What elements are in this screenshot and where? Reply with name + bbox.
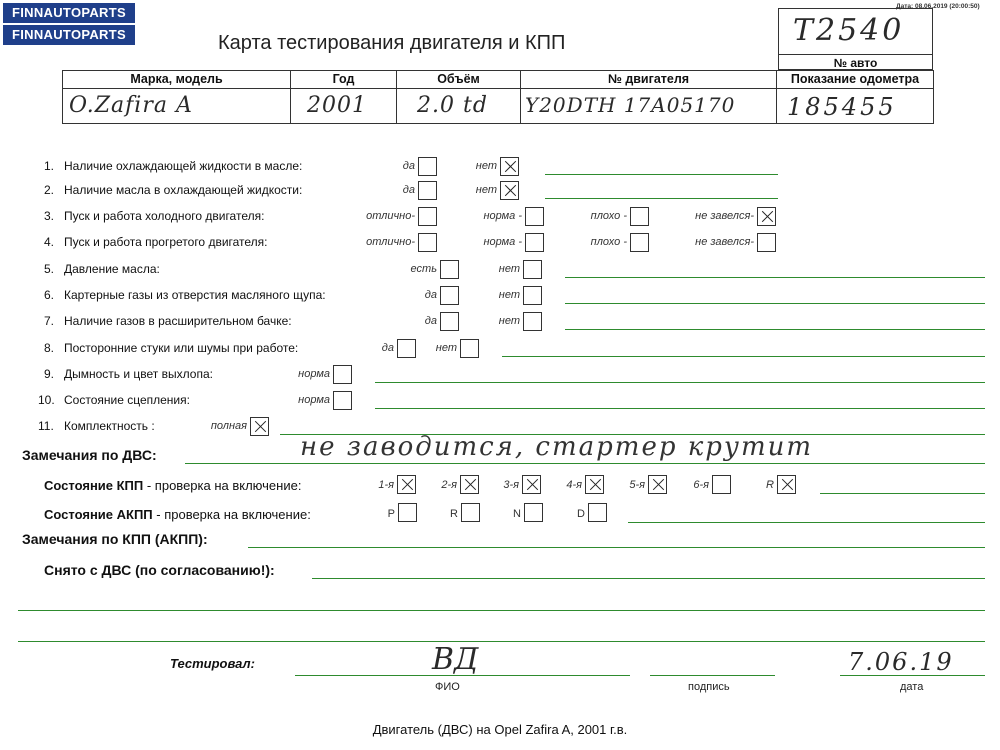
- item-number: 8.: [44, 341, 55, 355]
- item-number: 4.: [44, 235, 55, 249]
- option-checkbox[interactable]: [440, 260, 459, 279]
- engine-number-value: Y20DTH 17A05170: [525, 93, 736, 117]
- option-checkbox[interactable]: [523, 312, 542, 331]
- option-checkbox[interactable]: [757, 207, 776, 226]
- option-checkbox[interactable]: [523, 260, 542, 279]
- option-label: плохо -: [590, 236, 627, 248]
- item-label: Давление масла:: [64, 262, 160, 276]
- column-header: Показание одометра: [790, 72, 920, 86]
- akpp-gear-label: N: [513, 508, 521, 520]
- option-checkbox[interactable]: [250, 417, 269, 436]
- item-number: 10.: [38, 393, 55, 407]
- brand-logo: FINNAUTOPARTS: [3, 25, 135, 45]
- option-label: полная: [210, 420, 247, 432]
- tester-name[interactable]: ВД: [432, 642, 479, 677]
- gear-label: 4-я: [566, 479, 582, 491]
- option-checkbox[interactable]: [460, 339, 479, 358]
- option-checkbox[interactable]: [397, 339, 416, 358]
- option-label: норма -: [483, 210, 522, 222]
- option-label: нет: [475, 184, 497, 196]
- gear-checkbox[interactable]: [397, 475, 416, 494]
- item-number: 3.: [44, 209, 55, 223]
- engine-number-cell: [521, 71, 777, 123]
- item-number: 5.: [44, 262, 55, 276]
- option-checkbox[interactable]: [630, 207, 649, 226]
- volume-cell: [397, 71, 521, 123]
- akpp-gear-checkbox[interactable]: [524, 503, 543, 522]
- option-label: нет: [435, 342, 457, 354]
- kpp-row-label: [44, 478, 301, 493]
- option-label: нет: [475, 160, 497, 172]
- print-date: Дата: 08.06.2019 (20:00:50): [896, 3, 980, 10]
- model-cell: [63, 71, 291, 123]
- option-label: да: [424, 315, 437, 327]
- gear-checkbox[interactable]: [585, 475, 604, 494]
- option-label: норма: [298, 394, 330, 406]
- gear-checkbox[interactable]: [712, 475, 731, 494]
- year-value: 2001: [307, 93, 367, 118]
- tested-label: Тестировал:: [170, 656, 255, 671]
- kpp-suffix: - проверка на включение:: [143, 478, 302, 493]
- option-checkbox[interactable]: [418, 157, 437, 176]
- model-value: O.Zafira A: [69, 93, 193, 118]
- item-label: Наличие газов в расширительном бачке:: [64, 314, 292, 328]
- signature-caption: подпись: [688, 681, 730, 693]
- kpp-remarks-label: Замечания по КПП (АКПП):: [22, 531, 208, 547]
- option-checkbox[interactable]: [500, 157, 519, 176]
- option-checkbox[interactable]: [440, 286, 459, 305]
- option-label: норма -: [483, 236, 522, 248]
- test-date[interactable]: 7.06.19: [848, 648, 954, 676]
- gear-checkbox[interactable]: [648, 475, 667, 494]
- item-number: 7.: [44, 314, 55, 328]
- removed-label: Снято с ДВС (по согласованию!):: [44, 562, 275, 578]
- gear-checkbox[interactable]: [777, 475, 796, 494]
- option-label: да: [381, 342, 394, 354]
- brand-logo: FINNAUTOPARTS: [3, 3, 135, 23]
- column-header: Объём: [437, 72, 480, 86]
- option-checkbox[interactable]: [418, 207, 437, 226]
- column-header: № двигателя: [607, 72, 690, 86]
- item-number: 6.: [44, 288, 55, 302]
- option-label: да: [402, 160, 415, 172]
- gear-label: 3-я: [503, 479, 519, 491]
- item-label: Наличие масла в охлаждающей жидкости:: [64, 183, 303, 197]
- item-number: 11.: [38, 419, 54, 433]
- volume-value: 2.0 td: [417, 93, 488, 118]
- option-checkbox[interactable]: [440, 312, 459, 331]
- gear-label: R: [766, 479, 774, 491]
- year-cell: [291, 71, 397, 123]
- gear-label: 2-я: [441, 479, 457, 491]
- option-label: отлично-: [366, 236, 415, 248]
- kpp-label: Состояние КПП: [44, 478, 144, 493]
- akpp-gear-checkbox[interactable]: [398, 503, 417, 522]
- item-number: 2.: [44, 183, 55, 197]
- dvs-remarks-value[interactable]: не заводится, стартер крутит: [300, 432, 814, 462]
- akpp-gear-label: R: [450, 508, 458, 520]
- akpp-gear-label: P: [387, 508, 395, 520]
- item-label: Пуск и работа прогретого двигателя:: [64, 235, 268, 249]
- item-number: 1.: [44, 159, 55, 173]
- auto-number-value: T2540: [793, 13, 905, 48]
- gear-label: 6-я: [693, 479, 709, 491]
- odometer-value: 185455: [787, 93, 897, 121]
- option-checkbox[interactable]: [418, 181, 437, 200]
- akpp-label: Состояние АКПП: [44, 507, 153, 522]
- akpp-gear-checkbox[interactable]: [461, 503, 480, 522]
- option-label: да: [424, 289, 437, 301]
- column-header: Марка, модель: [130, 72, 223, 86]
- item-label: Картерные газы из отверстия масляного щупа:: [64, 288, 326, 302]
- column-header: Год: [332, 72, 355, 86]
- fio-caption: ФИО: [435, 681, 460, 693]
- vehicle-header-table: [62, 70, 934, 124]
- item-label: Состояние сцепления:: [64, 393, 190, 407]
- dvs-remarks-label: Замечания по ДВС:: [22, 447, 157, 463]
- option-label: не завелся-: [695, 236, 754, 248]
- auto-number-box: [778, 8, 933, 70]
- gear-label: 5-я: [629, 479, 645, 491]
- akpp-row-label: [44, 507, 311, 522]
- option-checkbox[interactable]: [333, 365, 352, 384]
- odometer-cell: [777, 71, 933, 123]
- option-label: нет: [498, 315, 520, 327]
- option-label: нет: [498, 289, 520, 301]
- item-label: Посторонние стуки или шумы при работе:: [64, 341, 299, 355]
- item-label: Наличие охлаждающей жидкости в масле:: [64, 159, 303, 173]
- option-label: нет: [498, 263, 520, 275]
- item-number: 9.: [44, 367, 55, 381]
- option-label: да: [402, 184, 415, 196]
- option-checkbox[interactable]: [418, 233, 437, 252]
- akpp-suffix: - проверка на включение:: [152, 507, 311, 522]
- date-caption: дата: [900, 681, 924, 693]
- option-checkbox[interactable]: [757, 233, 776, 252]
- option-checkbox[interactable]: [525, 207, 544, 226]
- option-label: отлично-: [366, 210, 415, 222]
- page-title: Карта тестирования двигателя и КПП: [218, 32, 566, 54]
- image-caption: Двигатель (ДВС) на Opel Zafira A, 2001 г.в.: [372, 722, 628, 737]
- gear-checkbox[interactable]: [460, 475, 479, 494]
- gear-checkbox[interactable]: [522, 475, 541, 494]
- option-checkbox[interactable]: [525, 233, 544, 252]
- gear-label: 1-я: [378, 479, 394, 491]
- item-label: Комплектность :: [64, 419, 155, 433]
- akpp-gear-checkbox[interactable]: [588, 503, 607, 522]
- option-checkbox[interactable]: [523, 286, 542, 305]
- option-label: не завелся-: [695, 210, 754, 222]
- option-label: есть: [410, 263, 437, 275]
- option-checkbox[interactable]: [500, 181, 519, 200]
- option-checkbox[interactable]: [333, 391, 352, 410]
- option-label: плохо -: [590, 210, 627, 222]
- item-label: Пуск и работа холодного двигателя:: [64, 209, 265, 223]
- item-label: Дымность и цвет выхлопа:: [64, 367, 213, 381]
- option-checkbox[interactable]: [630, 233, 649, 252]
- option-label: норма: [298, 368, 330, 380]
- akpp-gear-label: D: [577, 508, 585, 520]
- auto-number-label: № авто: [833, 56, 878, 70]
